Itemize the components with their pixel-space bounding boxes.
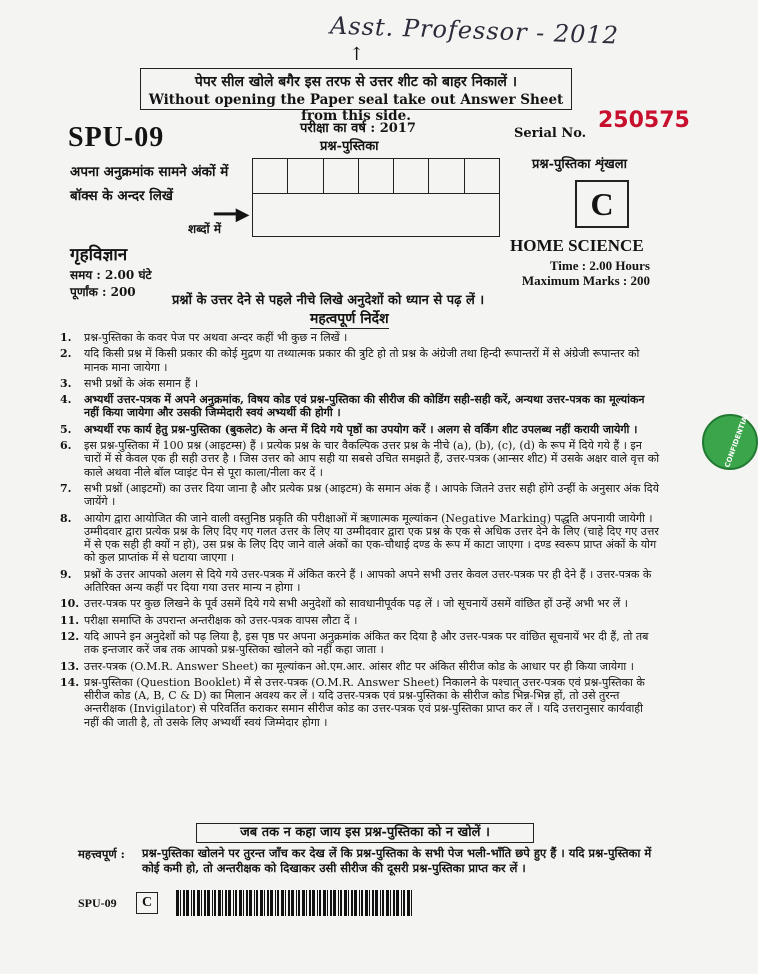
- instruction-item: 11. परीक्षा समाप्ति के उपरान्त अन्तरीक्षक को उत्तर-पत्रक वापस लौटा दें ।: [60, 613, 358, 627]
- roll-number-digits-box[interactable]: [252, 158, 500, 194]
- instruction-item: 1. प्रश्न-पुस्तिका के कवर पेज पर अथवा अन्दर कहीं भी कुछ न लिखें ।: [60, 331, 348, 344]
- subject-english: HOME SCIENCE: [510, 236, 644, 255]
- important-heading: महत्वपूर्ण निर्देश: [310, 311, 389, 327]
- barcode-image: [176, 890, 416, 916]
- instruction-item: 3. सभी प्रश्नों के अंक समान हैं ।: [60, 376, 199, 390]
- instruction-item: 9. प्रश्नों के उत्तर आपको अलग से दिये गये उत्तर-पत्रक में अंकित करने हैं । आपको अपने सभी उत्तर केवल उत्तर-पत्रक पर ही देने हैं । उत्तर-पत्रक के अतिरिक्त अन्य कहीं पर दिया गया उत्तर मान्य न होगा ।: [60, 567, 652, 595]
- instruction-item: 4. अभ्यर्थी उत्तर-पत्रक में अपने अनुक्रमांक, विषय कोड एवं प्रश्न-पुस्तिका की सीरीज की कोडिंग सही-सही करें, अन्यथा उत्तर-पत्रक का मूल्यांकन नहीं किया जायेगा और उसकी जिम्मेदारी स्वयं अभ्यर्थी की होगी ।: [60, 393, 645, 420]
- roll-digit-cell[interactable]: [394, 159, 429, 193]
- series-box: C: [575, 180, 629, 228]
- instruction-item: 2. यदि किसी प्रश्न में किसी प्रकार की कोई मुद्रण या तथ्यात्मक प्रकार की त्रुटि हो तो प्रश्न के अंग्रेजी तथा हिन्दी रूपान्तरों में से अंग्रेजी रूपान्तर को मानक माना जायेगा ।: [60, 347, 640, 374]
- handwritten-note: Asst. Professor - 2012: [329, 11, 620, 50]
- time-hindi: समय : 2.00 घंटे: [70, 268, 152, 282]
- instruction-item: 5. अभ्यर्थी रफ कार्य हेतु प्रश्न-पुस्तिका (बुकलेट) के अन्त में दिये गये पृष्ठों का उपयोग करें । अलग से वर्किंग शीट उपलब्ध नहीं करायी जायेगी ।: [60, 422, 638, 436]
- serial-number: 250575: [598, 108, 690, 133]
- roll-instruction-line1: अपना अनुक्रमांक सामने अंकों में: [70, 164, 229, 180]
- roll-number-words-box[interactable]: [252, 192, 500, 237]
- do-not-open-box: जब तक न कहा जाय इस प्रश्न-पुस्तिका को न खोलें ।: [196, 823, 534, 843]
- instruction-item: 6. इस प्रश्न-पुस्तिका में 100 प्रश्न (आइटम्स) हैं । प्रत्येक प्रश्न के चार वैकल्पिक उत्तर प्रश्न के नीचे (a), (b), (c), (d) के रूप में दिये गये हैं । इन चारों में से केवल एक ही सही उत्तर है । जिस उत्तर को आप सही या सबसे उचित समझते हैं, उत्तर-पत्रक (आन्सर शीट) में उसके अक्षर वाले वृत्त को काले अथवा नीले बॉल प्वाइंट पेन से पूरा काला/नीला कर दें ।: [60, 439, 660, 479]
- confidential-stamp: CONFIDENTIAL: [702, 414, 758, 470]
- important-note-label: महत्त्वपूर्ण :: [78, 847, 125, 861]
- roll-instruction-line2: बॉक्स के अन्दर लिखें: [70, 188, 173, 204]
- instruction-item: 10. उत्तर-पत्रक पर कुछ लिखने के पूर्व उसमें दिये गये सभी अनुदेशों को सावधानीपूर्वक पढ़ लें । जो सूचनायें उसमें वांछित हों उन्हें अभी भर लें ।: [60, 597, 628, 611]
- important-note-text: प्रश्न-पुस्तिका खोलने पर तुरन्त जाँच कर देख लें कि प्रश्न-पुस्तिका के सभी पेज भली-भाँति छपे हुए हैं । यदि प्रश्न-पुस्तिका में कोई कमी हो, तो अन्तरीक्षक को दिखाकर उसी सीरीज की दूसरी प्रश्न-पुस्तिका प्राप्त कर लें ।: [142, 846, 652, 875]
- seal-instruction-box: [140, 68, 572, 124]
- instruction-item: 14. प्रश्न-पुस्तिका (Question Booklet) में से उत्तर-पत्रक (O.M.R. Answer Sheet) निकालने के पश्चात् उत्तर-पत्रक एवं प्रश्न-पुस्तिका के सीरीज कोड (A, B, C & D) का मिलान अवश्य कर लें । यदि उत्तर-पत्रक एवं प्रश्न-पुस्तिका के सीरीज कोड भिन्न-भिन्न हों, तो उसे तुरन्त अन्तरीक्षक (Invigilator) से परिवर्तित कराकर समान सीरीज कोड का उत्तर-पत्रक एवं प्रश्न-पुस्तिका प्राप्त कर लें । यदि उत्तरानुसार कार्यवाही नहीं की जाती है, तो उसके लिए अभ्यर्थी स्वयं जिम्मेदार होगा ।: [60, 675, 645, 729]
- series-label: प्रश्न-पुस्तिका शृंखला: [532, 157, 627, 172]
- roll-digit-cell[interactable]: [465, 159, 499, 193]
- footer-paper-code: SPU-09: [78, 896, 117, 910]
- subject-hindi: गृहविज्ञान: [70, 245, 128, 265]
- roll-digit-cell[interactable]: [288, 159, 323, 193]
- roll-digit-cell[interactable]: [253, 159, 288, 193]
- arrow-up-icon: ↑: [349, 44, 365, 65]
- exam-year: परीक्षा का वर्ष : 2017: [300, 121, 416, 136]
- paper-code: SPU-09: [68, 122, 165, 153]
- roll-digit-cell[interactable]: [324, 159, 359, 193]
- marks-hindi: पूर्णांक : 200: [70, 285, 136, 299]
- footer-series-box: C: [136, 892, 158, 914]
- roll-digit-cell[interactable]: [429, 159, 464, 193]
- instruction-item: 8. आयोग द्वारा आयोजित की जाने वाली वस्तुनिष्ठ प्रकृति की परीक्षाओं में ऋणात्मक मूल्यांकन (Negative Marking) पद्धति अपनायी जायेगी । उम्मीदवार द्वारा प्रत्येक प्रश्न के लिए दिए गए गलत उत्तर के लिए या उम्मीदवार द्वारा एक प्रश्न के एक से अधिक उत्तर देने के लिए (चाहे दिए गए उत्तर में से एक सही ही क्यों न हो), उस प्रश्न के लिए दिए जाने वाले अंकों का एक-चौथाई दण्ड के रूप में काटा जाएगा । दण्ड स्वरूप प्राप्त अंकों के योग को कुल प्राप्तांक में से घटाया जाएगा ।: [60, 511, 659, 565]
- roll-digit-cell[interactable]: [359, 159, 394, 193]
- instruction-item: 7. सभी प्रश्नों (आइटमों) का उत्तर दिया जाना है और प्रत्येक प्रश्न (आइटम) के समान अंक हैं । आपके जितने उत्तर सही होंगे उन्हीं के अनुसार अंक दिये जायेंगे ।: [60, 481, 659, 509]
- serial-label: Serial No.: [514, 126, 587, 141]
- seal-english: Without opening the Paper seal take out Answer Sheet from this side.: [148, 92, 564, 124]
- instruction-list: [60, 331, 660, 732]
- seal-hindi: पेपर सील खोले बगैर इस तरफ से उत्तर शीट को बाहर निकालें ।: [194, 74, 518, 90]
- arrow-right-icon: ━━▶: [214, 204, 250, 225]
- time-english: Time : 2.00 Hours: [549, 258, 650, 273]
- instruction-item: 13. उत्तर-पत्रक (O.M.R. Answer Sheet) का मूल्यांकन ओ.एम.आर. आंसर शीट पर अंकित सीरीज कोड के आधार पर ही किया जायेगा ।: [60, 659, 634, 673]
- roll-words-label: शब्दों में: [188, 222, 221, 236]
- booklet-label: प्रश्न-पुस्तिका: [320, 139, 379, 154]
- marks-english: Maximum Marks : 200: [521, 273, 650, 288]
- instruction-item: 12. यदि आपने इन अनुदेशों को पढ़ लिया है, इस पृष्ठ पर अपना अनुक्रमांक अंकित कर दिया है और उत्तर-पत्रक पर वांछित सूचनायें भर दी हैं, तो तब तक इन्तजार करें जब तक आपको प्रश्न-पुस्तिका खोलने को नहीं कहा जाता ।: [60, 629, 649, 657]
- read-instructions-note: प्रश्नों के उत्तर देने से पहले नीचे लिखे अनुदेशों को ध्यान से पढ़ लें ।: [172, 293, 485, 308]
